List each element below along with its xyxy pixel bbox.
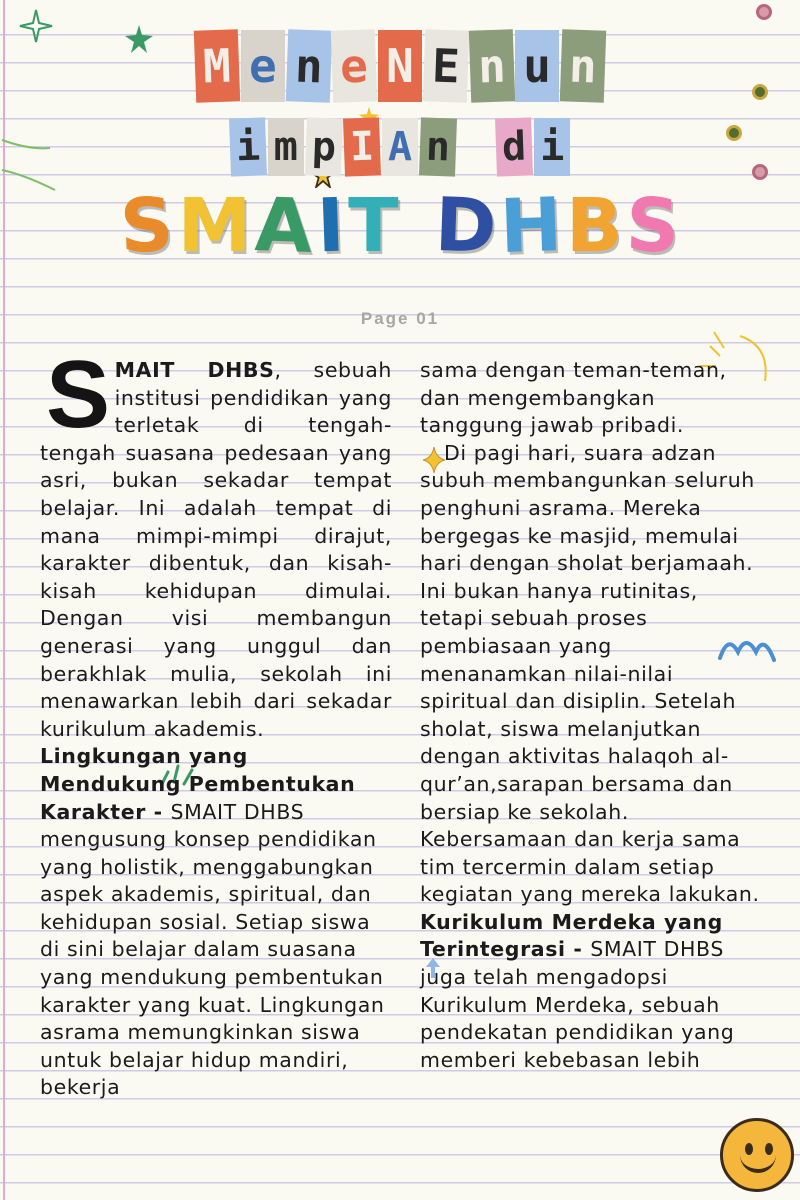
title-word-gap bbox=[401, 180, 433, 272]
title-letter-tile: p bbox=[305, 117, 343, 176]
title-letter-tile: A bbox=[382, 118, 418, 176]
title-letter-tile: m bbox=[268, 118, 304, 176]
title-letter-tile: n bbox=[468, 29, 514, 102]
section-text-curriculum: SMAIT DHBS juga telah mengadopsi Kurikulum Merdeka, sebuah pendekatan pendidikan yang memberi kebebasan lebih bbox=[420, 937, 735, 1072]
continuation-paragraph: sama dengan teman-teman, dan mengembangkan tanggung jawab pribadi. bbox=[420, 358, 727, 438]
title-bubble-letter: M bbox=[177, 183, 252, 269]
title-letter-tile: i bbox=[229, 117, 267, 176]
title-line-menenenun bbox=[0, 30, 800, 102]
title-bubble-letter: B bbox=[565, 183, 623, 269]
page-number-label: Page 01 bbox=[360, 309, 440, 328]
title-bubble-letter: D bbox=[433, 181, 498, 271]
left-column bbox=[40, 341, 392, 1102]
title-letter-tile: E bbox=[423, 29, 469, 102]
title-line-impian-di bbox=[0, 118, 800, 176]
smiley-face-icon bbox=[720, 1118, 794, 1192]
title-letter-tile: e bbox=[241, 30, 285, 102]
heading-separator: - bbox=[145, 799, 171, 824]
title-letter-tile: n bbox=[285, 29, 331, 102]
title-letter-tile: n bbox=[560, 29, 606, 102]
title-bubble-letter: T bbox=[348, 183, 399, 269]
title-letter-tile: N bbox=[378, 30, 422, 102]
title-letter-tile: n bbox=[419, 117, 457, 176]
drop-cap-letter: S bbox=[46, 341, 111, 448]
title-bubble-letter: I bbox=[315, 182, 346, 270]
title-bubble-letter: S bbox=[624, 182, 682, 270]
section-text-character: SMAIT DHBS mengusung konsep pendidikan yang holistik, menggabungkan aspek akademis, spiritual, dan kehidupan sosial. Setiap siswa di sini belajar dalam suasana yang mendukung pembentukan karakter yang kuat. Lingkungan asrama memungkinkan siswa untuk belajar hidup mandiri, bekerja bbox=[40, 799, 385, 1100]
title-letter-tile: e bbox=[331, 29, 377, 102]
title-bubble-letter: A bbox=[253, 182, 315, 270]
heading-separator: - bbox=[565, 937, 591, 962]
morning-routine-paragraph: Di pagi hari, suara adzan subuh membangunkan seluruh penghuni asrama. Mereka bergegas ke masjid, memulai hari dengan sholat berjamaah. Ini bukan hanya rutinitas, tetapi sebuah proses pembiasaan yang menanamkan nilai-nilai spiritual dan disiplin. Setelah sholat, siswa melanjutkan dengan aktivitas halaqoh al-qur’an,sarapan bersama dan bersiap ke sekolah. Kebersamaan dan kerja sama tim tercermin dalam setiap kegiatan yang mereka lakukan. bbox=[420, 440, 760, 907]
intro-text: , sebuah institusi pendidikan yang terletak di tengah-tengah suasana pedesaan yang asri, bukan sekadar tempat belajar. Ini adalah tempat di mana mimpi-mimpi dirajut, karakter dibentuk, dan kisah-kisah kehidupan dimulai. Dengan visi membangun generasi yang unggul dan berakhlak mulia, sekolah ini menawarkan lebih dari sekadar kurikulum akademis. bbox=[40, 358, 392, 741]
section-paragraph-character bbox=[40, 743, 392, 1102]
right-column bbox=[420, 357, 765, 1074]
title-bubble-letter: S bbox=[118, 182, 176, 270]
title-letter-tile: I bbox=[343, 117, 381, 176]
intro-paragraph bbox=[40, 341, 392, 743]
title-letter-tile: M bbox=[194, 29, 240, 102]
section-paragraph-curriculum bbox=[420, 909, 765, 1075]
section-heading-curriculum: Kurikulum Merdeka yang Terintegrasi bbox=[420, 909, 723, 962]
section-heading-character: Lingkungan yang Mendukung Pembentukan Karakter bbox=[40, 744, 356, 824]
school-name-lead: MAIT DHBS bbox=[114, 358, 275, 382]
title-bubble-letter: H bbox=[498, 181, 564, 271]
title-word-gap bbox=[457, 118, 495, 176]
title-line-smait-dhbs bbox=[0, 180, 800, 272]
title-letter-tile: u bbox=[515, 30, 559, 102]
title-letter-tile: d bbox=[495, 117, 533, 176]
sequin-dot bbox=[756, 4, 772, 20]
title-letter-tile: i bbox=[534, 118, 570, 176]
